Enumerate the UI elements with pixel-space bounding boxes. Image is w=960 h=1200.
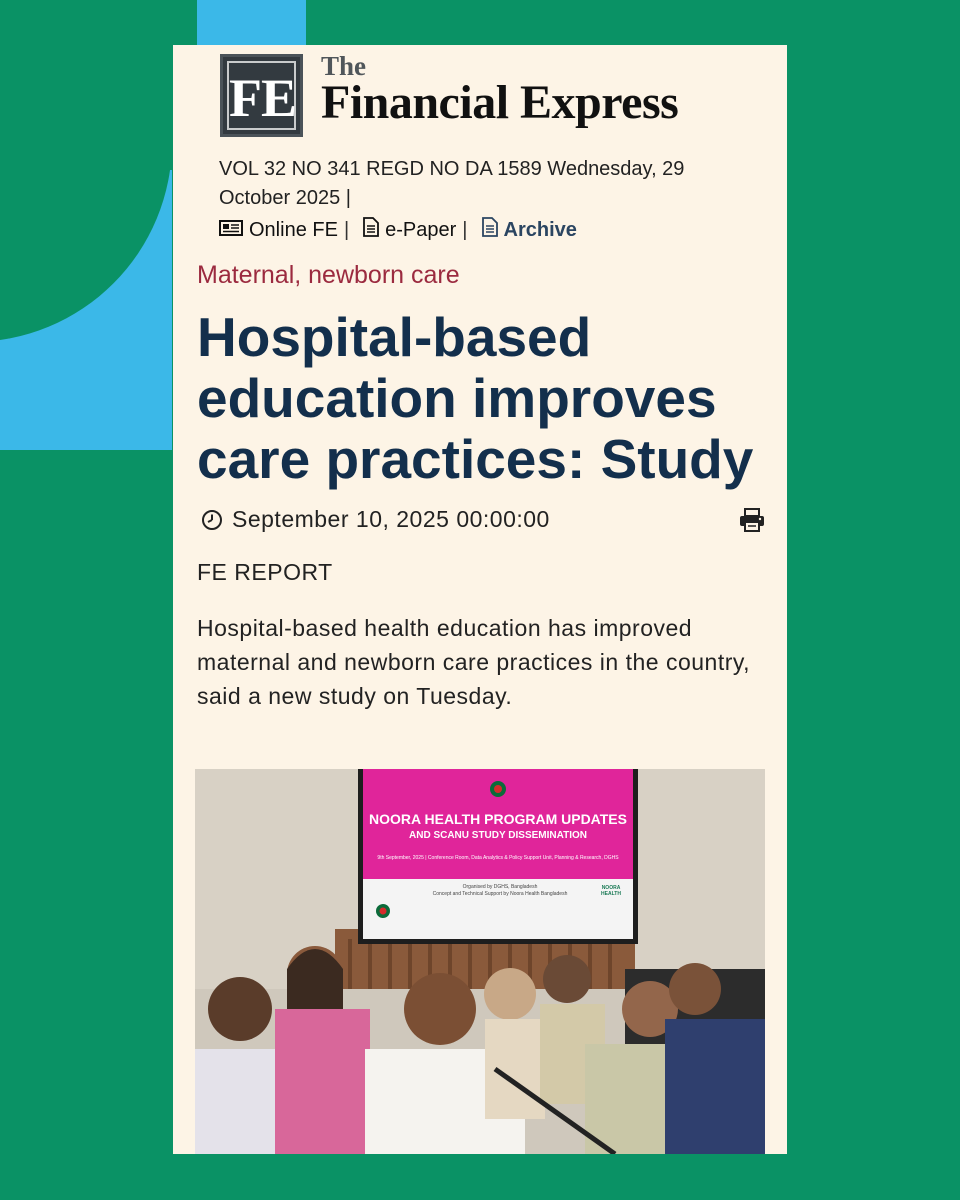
- article-card: [173, 45, 787, 1154]
- masthead-title: Financial Express: [321, 76, 679, 129]
- decorative-blue-arc: [0, 170, 172, 450]
- archive-link[interactable]: Archive: [503, 218, 577, 241]
- screen-organiser-1: Organised by DGHS, Bangladesh: [462, 884, 538, 890]
- edition-links: [219, 217, 577, 243]
- masthead-the: The: [321, 51, 367, 81]
- masthead[interactable]: [220, 51, 750, 139]
- edition-info: VOL 32 NO 341 REGD NO DA 1589 Wednesday, 29 October 2025 |: [219, 158, 685, 209]
- screen-organiser: [400, 884, 600, 898]
- screen-subline: 9th September, 2025 | Conference Room, Data Analytics & Policy Support Unit, Planning & Research, DGHS: [377, 855, 619, 861]
- screen-title-1: NOORA HEALTH PROGRAM UPDATES: [369, 811, 627, 827]
- article-photo: [195, 769, 765, 1154]
- online-fe-link[interactable]: Online FE: [249, 218, 338, 241]
- document-icon: [482, 217, 498, 243]
- print-icon[interactable]: [739, 508, 765, 537]
- decorative-blue-strip: [197, 0, 306, 46]
- screen-title-2: AND SCANU STUDY DISSEMINATION: [409, 830, 587, 841]
- link-separator: |: [462, 218, 468, 241]
- screen-organiser-2: Concept and Technical Support by Noora Health Bangladesh: [432, 891, 568, 897]
- article-headline: Hospital-based education improves care practices: Study: [197, 306, 754, 490]
- fe-logo-text: FE: [227, 61, 296, 130]
- article-dateline: [201, 506, 550, 533]
- screen-title: [365, 811, 631, 841]
- article-byline: FE REPORT: [197, 559, 333, 585]
- fe-logo[interactable]: [220, 54, 303, 137]
- link-separator: |: [343, 218, 350, 241]
- article-category[interactable]: Maternal, newborn care: [197, 261, 460, 289]
- article-lede: Hospital-based health education has improved maternal and newborn care practices in the country, said a new study on Tuesday.: [197, 615, 751, 709]
- newspaper-icon: [219, 219, 243, 242]
- epaper-link[interactable]: e-Paper: [385, 218, 457, 241]
- clock-icon: [201, 509, 223, 531]
- article-date: September 10, 2025 00:00:00: [232, 506, 550, 532]
- document-icon: [363, 217, 379, 243]
- screen-noora-logo: NOORA HEALTH: [601, 885, 621, 897]
